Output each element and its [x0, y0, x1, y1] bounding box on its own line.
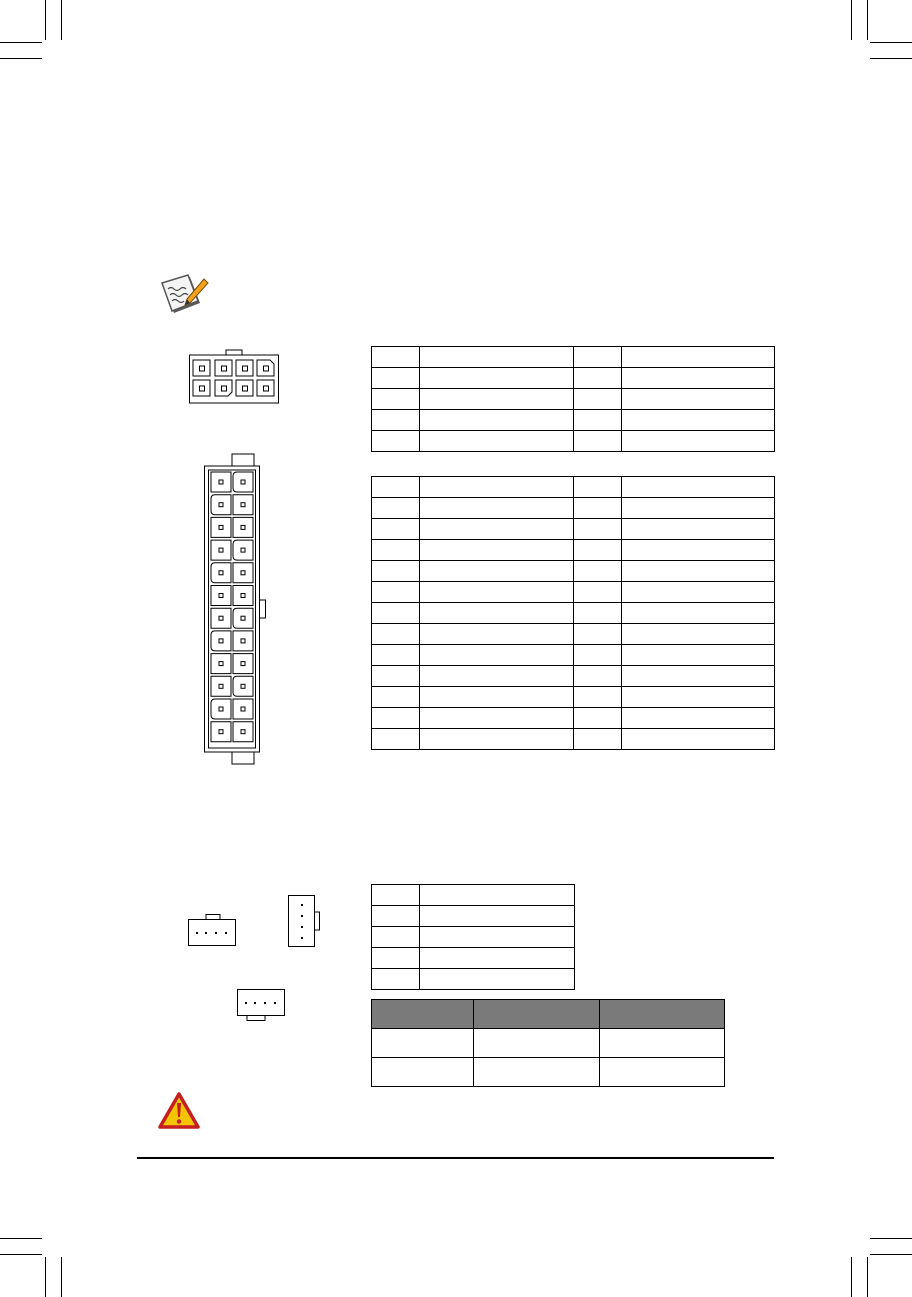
table-cell [420, 906, 575, 927]
crop-mark [0, 1254, 42, 1255]
table-cell [420, 410, 574, 431]
table-cell [420, 885, 575, 906]
crop-mark [867, 0, 868, 40]
table-cell [372, 708, 420, 729]
table-cell [622, 477, 775, 498]
table-cell [372, 666, 420, 687]
four-pin-fan-header-icon [237, 989, 285, 1021]
crop-mark [0, 58, 42, 59]
table-cell [622, 410, 775, 431]
table-cell [574, 561, 622, 582]
table-cell [574, 477, 622, 498]
table-row [372, 729, 775, 750]
connector-pin-contact [241, 639, 245, 643]
twenty-four-pin-connector-icon [204, 454, 268, 764]
table-cell [622, 708, 775, 729]
table-cell [574, 498, 622, 519]
connector-pin-contact [219, 594, 223, 598]
table-cell [372, 885, 420, 906]
table-row [372, 477, 775, 498]
crop-mark [870, 58, 912, 59]
table-cell [574, 410, 622, 431]
connector-pin-contact [241, 525, 245, 529]
table-cell [372, 431, 420, 452]
table-cell [372, 1029, 474, 1058]
table-cell [372, 969, 420, 990]
table-cell [420, 624, 574, 645]
crop-mark [0, 42, 42, 43]
table-cell [622, 561, 775, 582]
table-row [372, 708, 775, 729]
table-cell [574, 431, 622, 452]
atx-main-pin-table [371, 476, 775, 750]
connector-pin-contact [241, 548, 245, 552]
table-cell [372, 603, 420, 624]
connector-pin-contact [241, 730, 245, 734]
table-cell [622, 431, 775, 452]
crop-mark [45, 0, 46, 40]
table-cell [372, 519, 420, 540]
table-cell [372, 948, 420, 969]
connector-pin-contact [219, 662, 223, 666]
table-cell [372, 729, 420, 750]
connector-pin-contact [219, 571, 223, 575]
table-cell [372, 347, 420, 368]
table-cell [574, 729, 622, 750]
table-cell [574, 347, 622, 368]
crop-mark [0, 1238, 42, 1239]
table-row [372, 687, 775, 708]
fan-header-pin-table [371, 884, 575, 990]
connector-pin-contact [241, 707, 245, 711]
table-row [372, 1058, 725, 1087]
table-row [372, 431, 775, 452]
table-header-cell [474, 1000, 600, 1029]
table-row [372, 885, 575, 906]
table-cell [372, 582, 420, 603]
table-cell [372, 1058, 474, 1087]
connector-pin-contact [219, 684, 223, 688]
pencil-notepad-icon [160, 273, 210, 317]
atx-12v-pin-table [371, 346, 775, 452]
table-cell [420, 666, 574, 687]
table-row [372, 948, 575, 969]
table-cell [574, 582, 622, 603]
table-cell [574, 540, 622, 561]
connector-pin-contact [219, 616, 223, 620]
table-row [372, 389, 775, 410]
connector-pin-contact [219, 480, 223, 484]
table-row [372, 519, 775, 540]
table-row [372, 969, 575, 990]
table-cell [622, 519, 775, 540]
table-row [372, 561, 775, 582]
table-cell [420, 389, 574, 410]
table-cell [474, 1058, 600, 1087]
table-cell [574, 389, 622, 410]
table-cell [622, 729, 775, 750]
table-row [372, 1029, 725, 1058]
table-cell [420, 729, 574, 750]
connector-pin-contact [241, 503, 245, 507]
connector-pin-contact [241, 480, 245, 484]
table-cell [420, 708, 574, 729]
table-cell [372, 477, 420, 498]
table-cell [622, 368, 775, 389]
table-cell [574, 519, 622, 540]
table-row [372, 582, 775, 603]
crop-mark [870, 42, 912, 43]
table-cell [622, 540, 775, 561]
table-cell [372, 624, 420, 645]
crop-mark [851, 0, 852, 40]
table-cell [420, 431, 574, 452]
connector-pin-contact [219, 503, 223, 507]
table-row [372, 410, 775, 431]
table-cell [372, 498, 420, 519]
table-cell [372, 687, 420, 708]
bottom-rule [137, 1157, 774, 1159]
table-cell [622, 389, 775, 410]
table-cell [574, 645, 622, 666]
connector-pin-contact [219, 730, 223, 734]
table-cell [372, 389, 420, 410]
connector-pin-contact [219, 639, 223, 643]
table-cell [420, 645, 574, 666]
connector-pin-contact [219, 525, 223, 529]
table-cell [372, 368, 420, 389]
fan-speed-table [371, 999, 725, 1087]
table-cell [600, 1029, 725, 1058]
table-cell [420, 927, 575, 948]
eight-pin-connector-icon [189, 350, 279, 404]
crop-mark [61, 0, 62, 40]
table-cell [600, 1058, 725, 1087]
table-cell [622, 687, 775, 708]
table-cell [372, 410, 420, 431]
connector-pin-contact [241, 662, 245, 666]
table-cell [420, 948, 575, 969]
table-cell [420, 582, 574, 603]
table-cell [622, 624, 775, 645]
table-cell [372, 540, 420, 561]
crop-mark [870, 1254, 912, 1255]
table-row [372, 927, 575, 948]
crop-mark [867, 1257, 868, 1297]
table-header-cell [372, 1000, 474, 1029]
table-cell [372, 927, 420, 948]
connector-pin-contact [241, 571, 245, 575]
table-cell [622, 603, 775, 624]
table-row [372, 603, 775, 624]
warning-triangle-icon [158, 1092, 200, 1130]
table-row [372, 906, 575, 927]
table-cell [622, 666, 775, 687]
table-cell [474, 1029, 600, 1058]
vertical-four-pin-fan-header-icon [288, 895, 320, 947]
table-cell [420, 347, 574, 368]
table-cell [420, 540, 574, 561]
table-cell [420, 561, 574, 582]
table-cell [574, 687, 622, 708]
table-cell [574, 666, 622, 687]
table-row [372, 540, 775, 561]
table-cell [372, 561, 420, 582]
table-header-cell [600, 1000, 725, 1029]
four-pin-fan-header-icon [188, 914, 236, 946]
table-cell [574, 603, 622, 624]
table-cell [420, 368, 574, 389]
table-cell [372, 906, 420, 927]
table-cell [420, 477, 574, 498]
connector-pin-contact [219, 707, 223, 711]
connector-pin-contact [241, 616, 245, 620]
crop-mark [870, 1238, 912, 1239]
table-row [372, 666, 775, 687]
table-cell [420, 603, 574, 624]
table-row [372, 347, 775, 368]
connector-pin-contact [241, 594, 245, 598]
table-cell [372, 645, 420, 666]
table-row [372, 498, 775, 519]
crop-mark [45, 1257, 46, 1297]
connector-pin-contact [219, 548, 223, 552]
table-cell [574, 368, 622, 389]
table-cell [574, 708, 622, 729]
table-cell [622, 645, 775, 666]
crop-mark [851, 1257, 852, 1297]
connector-pin-contact [241, 684, 245, 688]
crop-mark [61, 1257, 62, 1297]
table-row [372, 368, 775, 389]
table-cell [622, 347, 775, 368]
table-cell [622, 582, 775, 603]
table-row [372, 645, 775, 666]
table-cell [420, 519, 574, 540]
table-row [372, 624, 775, 645]
table-cell [420, 969, 575, 990]
table-cell [574, 624, 622, 645]
table-cell [420, 687, 574, 708]
table-cell [622, 498, 775, 519]
table-cell [420, 498, 574, 519]
